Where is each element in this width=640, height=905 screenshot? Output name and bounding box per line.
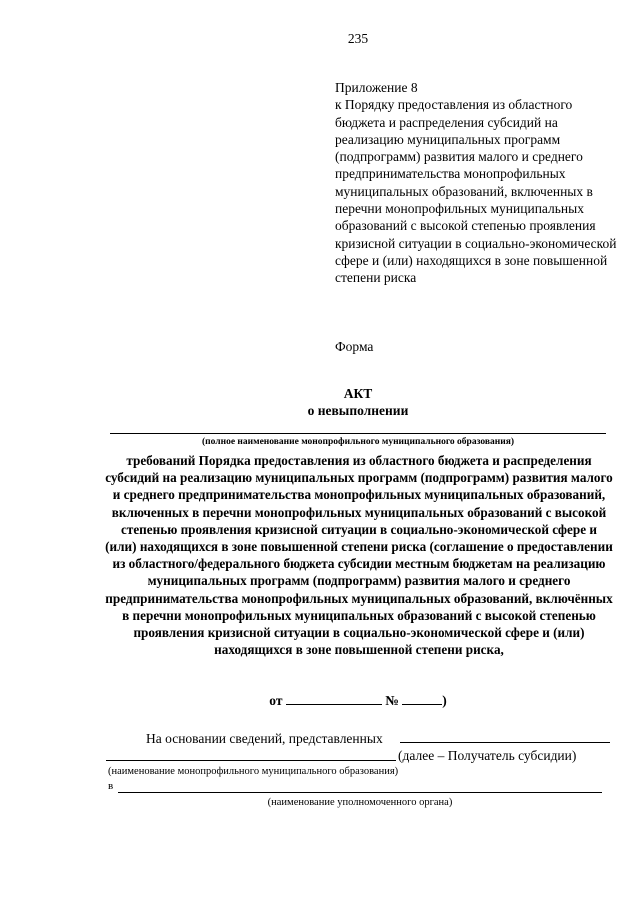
appendix-title: Приложение 8 [335,80,418,95]
act-date-number-line [0,693,640,709]
basis-text: На основании сведений, представленных [146,731,383,746]
municipality-name-hint: (наименование монопрофильного муниципального образования) [108,766,399,777]
date-prefix: от [269,693,283,708]
recipient-text: (далее – Получатель субсидии) [398,748,577,763]
authority-hint: (наименование уполномоченного органа) [267,797,453,808]
basis-blank-line [400,742,610,743]
close-paren: ) [442,693,447,708]
act-title: АКТ [343,386,373,401]
number-blank [402,693,442,705]
date-blank [286,693,382,705]
page-number: 235 [347,31,369,46]
act-subtitle: о невыполнении [307,403,409,418]
appendix-block [335,79,620,287]
recipient-blank-line [106,760,396,761]
appendix-text: к Порядку предоставления из областного бюджета и распределения субсидий на реализацию муниципальных программ (подпрограмм) развития малого и среднего предпринимательства монопрофильных муниципальных образований, включенных в перечни монопрофильных муниципальных образований с высокой степенью проявления кризисной ситуации в социально-экономической сфере и (или) находящихся в зоне повышенной степени риска [335,97,617,286]
in-label: в [108,780,114,792]
number-sign: № [385,693,399,708]
form-label: Форма [335,339,374,354]
municipality-blank-line [110,433,606,434]
municipality-hint: (полное наименование монопрофильного муниципального образования) [202,437,514,447]
requirements-text: требований Порядка предоставления из областного бюджета и распределения субсидий на реализацию муниципальных программ (подпрограмм) развития малого и среднего предпринимательства монопрофильных муниципальных образований, включенных в перечни монопрофильных муниципальных образований с высокой степенью проявления кризисной ситуации в социально-экономической сфере и (или) находящихся в зоне повышенной степени риска (соглашение о предоставлении из областного/федерального бюджета субсидии местным бюджетам на реализацию муниципальных программ (подпрограмм) развития малого и среднего предпринимательства монопрофильных муниципальных образований, включённых в перечни монопрофильных муниципальных образований с высокой степенью проявления кризисной ситуации в социально-экономической сфере и (или) находящихся в зоне повышенной степени риска, [105,453,613,658]
authority-blank-line [118,792,602,793]
